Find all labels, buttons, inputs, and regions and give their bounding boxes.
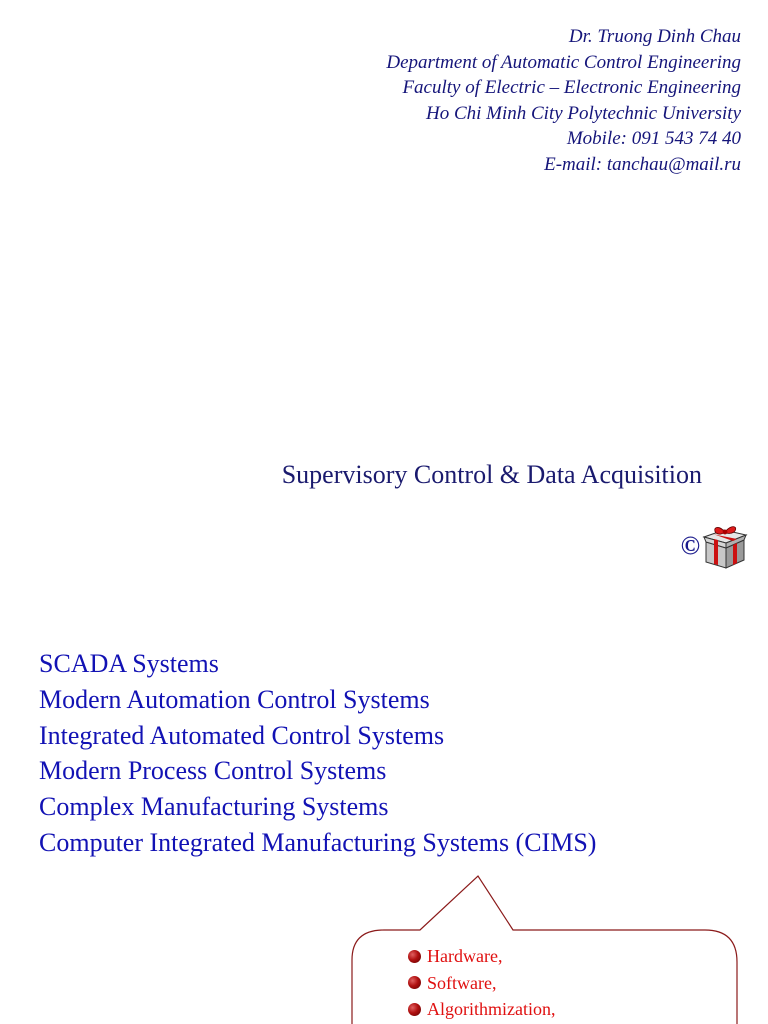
copyright-symbol: © (680, 531, 700, 560)
author-department: Department of Automatic Control Engineering (386, 51, 741, 73)
callout-item-label: Hardware, (427, 946, 503, 966)
list-item: SCADA Systems (39, 649, 219, 678)
list-item: Integrated Automated Control Systems (39, 720, 445, 750)
list-item (408, 943, 555, 970)
bullet-icon (408, 950, 421, 963)
bullet-icon (408, 976, 421, 989)
author-faculty: Faculty of Electric – Electronic Engineering (402, 77, 741, 98)
author-name: Dr. Truong Dinh Chau (568, 26, 741, 47)
bullet-icon (408, 1003, 421, 1016)
callout-item-label: Algorithmization, (427, 999, 556, 1019)
author-email: E-mail: tanchau@mail.ru (544, 153, 741, 175)
list-item: Modern Process Control Systems (39, 756, 387, 786)
list-item (408, 996, 555, 1023)
callout-list (408, 943, 555, 1023)
list-item: Computer Integrated Manufacturing Systems (CIMS) (39, 827, 597, 857)
callout-item-label: Software, (427, 972, 497, 993)
author-mobile: Mobile: 091 543 74 40 (566, 128, 741, 149)
document-title: Supervisory Control & Data Acquisition (281, 460, 702, 489)
author-university: Ho Chi Minh City Polytechnic University (425, 102, 741, 124)
list-item: Complex Manufacturing Systems (39, 792, 389, 822)
list-item: Modern Automation Control Systems (39, 684, 430, 714)
list-item (408, 970, 555, 997)
